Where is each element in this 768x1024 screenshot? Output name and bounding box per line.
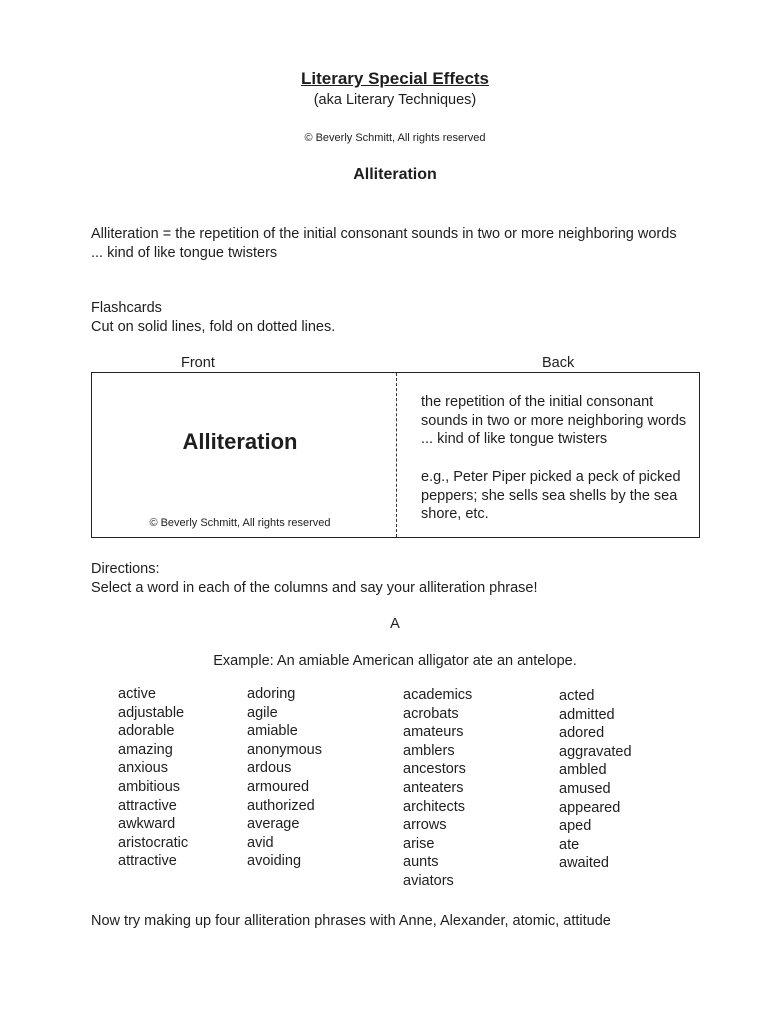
list-item: adjustable xyxy=(118,704,185,721)
back-label: Back xyxy=(542,355,575,371)
definition-paragraph xyxy=(91,225,677,262)
list-item: aggravated xyxy=(559,743,632,760)
list-item: awaited xyxy=(559,855,609,872)
flashcards-heading: Flashcards xyxy=(91,300,162,316)
list-item: ate xyxy=(559,836,580,853)
list-item: arise xyxy=(403,835,435,852)
list-item: anonymous xyxy=(247,741,322,758)
list-item: active xyxy=(118,686,156,702)
list-item: ancestors xyxy=(403,761,466,778)
list-item: amused xyxy=(559,780,611,797)
list-item: aristocratic xyxy=(118,834,189,851)
list-item: armoured xyxy=(247,778,310,795)
flashcard xyxy=(91,372,700,538)
directions xyxy=(91,560,538,597)
list-item: attractive xyxy=(118,797,177,814)
word-column-nouns xyxy=(403,686,472,891)
list-item: aped xyxy=(559,818,592,835)
list-item: acrobats xyxy=(403,705,459,722)
list-item: amateurs xyxy=(403,724,464,741)
list-item: adored xyxy=(559,725,605,742)
list-item: architects xyxy=(403,798,466,815)
list-item: arrows xyxy=(403,817,447,834)
flashcard-back xyxy=(421,393,691,524)
list-item: avoiding xyxy=(247,853,302,870)
list-item: average xyxy=(247,816,300,833)
list-item: ardous xyxy=(247,760,292,777)
list-item: anxious xyxy=(118,760,168,777)
list-item: amiable xyxy=(247,723,298,740)
list-item: ambled xyxy=(559,762,607,779)
directions-heading: Directions: xyxy=(91,561,160,577)
list-item: authorized xyxy=(247,797,315,814)
list-item: awkward xyxy=(118,816,176,833)
definition-line-1: Alliteration = the repetition of the initial consonant sounds in two or more neighboring words xyxy=(91,226,677,242)
directions-text: Select a word in each of the columns and say your alliteration phrase! xyxy=(91,579,538,596)
letter-heading: A xyxy=(390,616,400,632)
list-item: ambitious xyxy=(118,778,181,795)
flashcard-front-word: Alliteration xyxy=(182,429,298,454)
word-column-verbs xyxy=(559,687,632,873)
copyright-notice: © Beverly Schmitt, All rights reserved xyxy=(304,132,486,144)
flashcard-back-definition: the repetition of the initial consonant sounds in two or more neighboring words ... kind of like tongue twisters xyxy=(421,394,687,448)
list-item: acted xyxy=(559,688,595,704)
example-sentence: Example: An amiable American alligator ate an antelope. xyxy=(213,653,577,669)
list-item: avid xyxy=(247,834,274,851)
fold-line xyxy=(396,373,397,537)
document-title: Literary Special Effects xyxy=(300,69,490,88)
flashcards-instructions: Cut on solid lines, fold on dotted lines. xyxy=(91,318,336,335)
list-item: adoring xyxy=(247,686,296,702)
list-item: aviators xyxy=(403,872,454,889)
front-label: Front xyxy=(181,355,215,371)
list-item: aunts xyxy=(403,854,439,871)
list-item: agile xyxy=(247,704,278,721)
list-item: amazing xyxy=(118,741,173,758)
document-subtitle: (aka Literary Techniques) xyxy=(313,92,477,108)
word-column-adjectives-1 xyxy=(118,685,188,871)
list-item: admitted xyxy=(559,706,615,723)
definition-line-2: ... kind of like tongue twisters xyxy=(91,244,278,261)
list-item: anteaters xyxy=(403,779,464,796)
list-item: appeared xyxy=(559,799,621,816)
section-title: Alliteration xyxy=(353,166,437,183)
word-column-adjectives-2 xyxy=(247,685,322,871)
closing-instruction: Now try making up four alliteration phrases with Anne, Alexander, atomic, attitude xyxy=(91,913,611,929)
flashcard-back-example: e.g., Peter Piper picked a peck of picked peppers; she sells sea shells by the sea shore, etc. xyxy=(421,468,681,523)
flashcards-intro xyxy=(91,299,335,336)
list-item: adorable xyxy=(118,723,175,740)
list-item: attractive xyxy=(118,853,177,870)
flashcard-copyright: © Beverly Schmitt, All rights reserved xyxy=(149,517,331,529)
list-item: amblers xyxy=(403,742,455,759)
list-item: academics xyxy=(403,687,473,703)
